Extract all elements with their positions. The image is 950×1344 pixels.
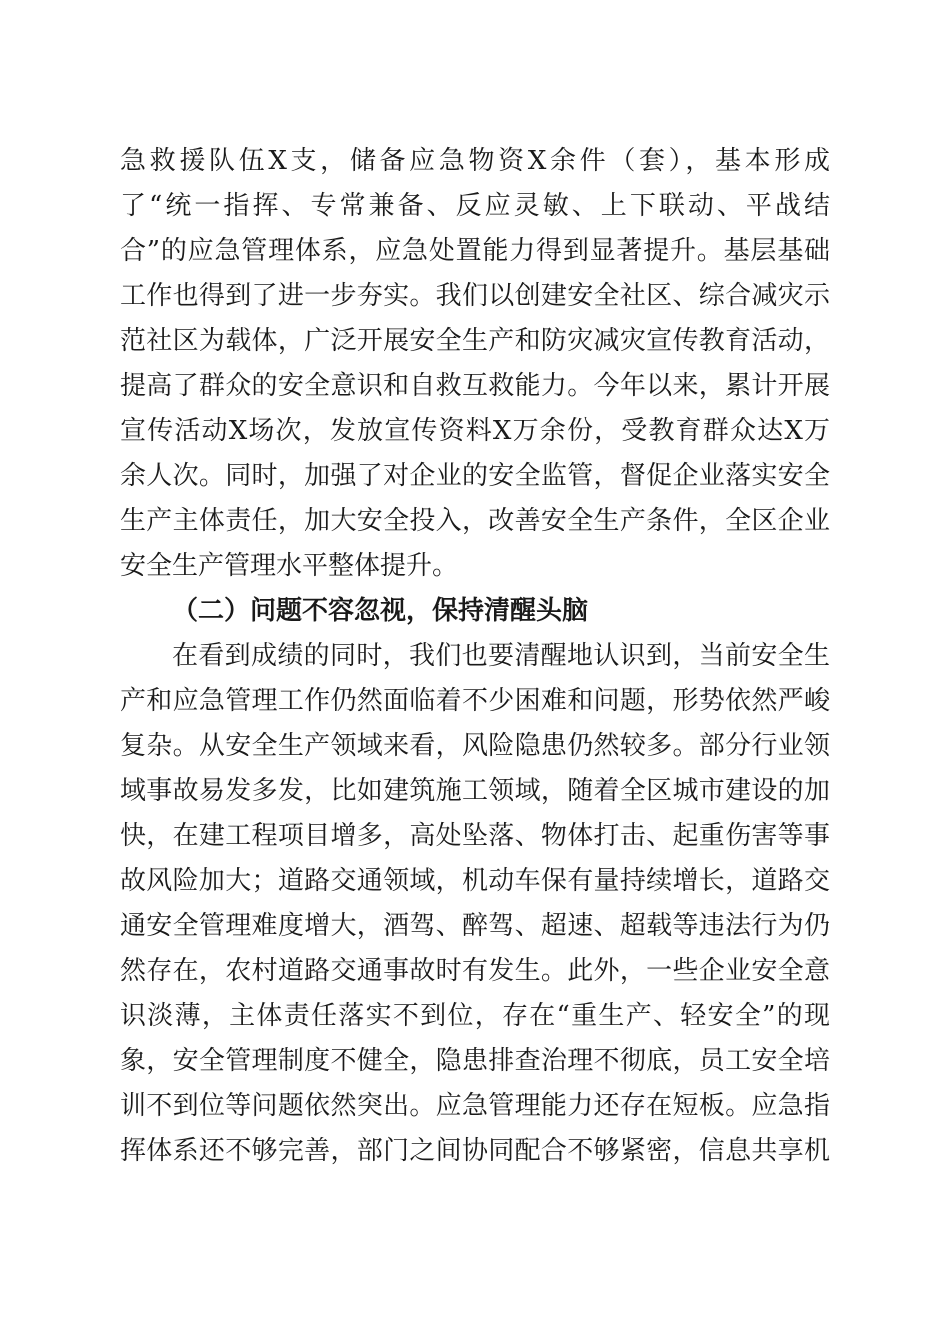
paragraph-line: 然存在，农村道路交通事故时有发生。此外，一些企业安全意 <box>120 956 830 986</box>
paragraph-line: 训不到位等问题依然突出。应急管理能力还存在短板。应急指 <box>120 1091 830 1121</box>
paragraph-line: 余人次。同时，加强了对企业的安全监管，督促企业落实安全 <box>120 461 830 491</box>
paragraph-line: 安全生产管理水平整体提升。 <box>120 551 459 581</box>
paragraph-line: 域事故易发多发，比如建筑施工领域，随着全区城市建设的加 <box>120 776 830 806</box>
paragraph-line: 快，在建工程项目增多，高处坠落、物体打击、起重伤害等事 <box>120 821 830 851</box>
paragraph-line: 生产主体责任，加大安全投入，改善安全生产条件，全区企业 <box>120 506 830 536</box>
paragraph-line: 通安全管理难度增大，酒驾、醉驾、超速、超载等违法行为仍 <box>120 911 830 941</box>
paragraph-line: 在看到成绩的同时，我们也要清醒地认识到，当前安全生 <box>172 641 830 671</box>
paragraph-line: 提高了群众的安全意识和自救互救能力。今年以来，累计开展 <box>120 371 830 401</box>
paragraph-line: 宣传活动X场次，发放宣传资料X万余份，受教育群众达X万 <box>120 416 830 446</box>
paragraph-line: 识淡薄，主体责任落实不到位，存在“重生产、轻安全”的现 <box>120 1001 830 1031</box>
paragraph-line: 工作也得到了进一步夯实。我们以创建安全社区、综合减灾示 <box>120 281 830 311</box>
paragraph-line: 故风险加大；道路交通领域，机动车保有量持续增长，道路交 <box>120 866 830 896</box>
paragraph-line: 范社区为载体，广泛开展安全生产和防灾减灾宣传教育活动， <box>120 326 830 356</box>
paragraph-line: 了“统一指挥、专常兼备、反应灵敏、上下联动、平战结 <box>120 191 830 221</box>
section-heading: （二）问题不容忽视，保持清醒头脑 <box>172 596 589 626</box>
paragraph-line: 挥体系还不够完善，部门之间协同配合不够紧密，信息共享机 <box>120 1136 830 1166</box>
paragraph-line: 产和应急管理工作仍然面临着不少困难和问题，形势依然严峻 <box>120 686 830 716</box>
paragraph-line: 急救援队伍X支，储备应急物资X余件（套），基本形成 <box>120 146 830 176</box>
paragraph-line: 合”的应急管理体系，应急处置能力得到显著提升。基层基础 <box>120 236 830 266</box>
paragraph-line: 象，安全管理制度不健全，隐患排查治理不彻底，员工安全培 <box>120 1046 830 1076</box>
paragraph-line: 复杂。从安全生产领域来看，风险隐患仍然较多。部分行业领 <box>120 731 830 761</box>
